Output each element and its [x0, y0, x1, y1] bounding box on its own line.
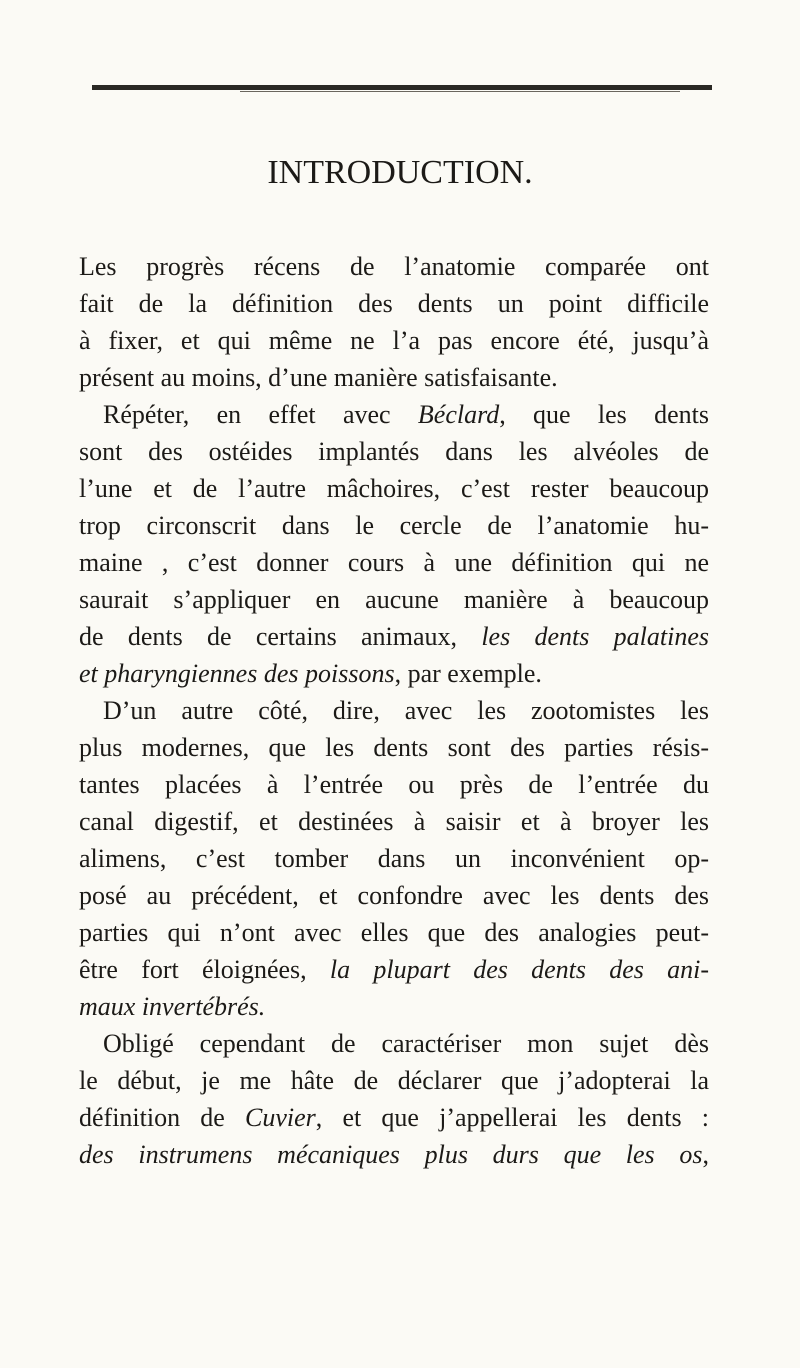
text-line: saurait s’appliquer en aucune manière à beaucoup: [79, 585, 709, 614]
chapter-heading: INTRODUCTION.: [267, 154, 533, 191]
text-line: à fixer, et qui même ne l’a pas encore été, jusqu’à: [79, 326, 709, 355]
text-line: maine , c’est donner cours à une définition qui ne: [79, 548, 709, 577]
text-line: présent au moins, d’une manière satisfaisante.: [79, 363, 558, 392]
text-line: parties qui n’ont avec elles que des analogies peut-: [79, 918, 709, 947]
italic-phrase: des instrumens mécaniques plus durs que les os: [79, 1140, 703, 1169]
italic-phrase: la plupart des dents des ani-: [329, 955, 710, 984]
text-line: tantes placées à l’entrée ou près de l’entrée du: [79, 770, 709, 799]
text-line: de dents de certains animaux, les dents palatines: [79, 622, 709, 651]
text-line: le début, je me hâte de déclarer que j’adopterai la: [79, 1066, 709, 1095]
author-name-cuvier: Cuvier: [245, 1103, 316, 1132]
italic-phrase: et pharyngiennes des poissons: [79, 659, 395, 688]
text-line: et pharyngiennes des poissons, par exemple.: [79, 659, 542, 688]
text-line: D’un autre côté, dire, avec les zootomistes les: [103, 696, 709, 725]
top-rule-thin: [240, 91, 680, 92]
author-name-beclard: Béclard: [417, 400, 500, 429]
text-line: fait de la définition des dents un point difficile: [79, 289, 709, 318]
italic-phrase: les dents palatines: [481, 622, 709, 651]
text-line: être fort éloignées, la plupart des dents des ani-: [79, 955, 710, 984]
text-line: l’une et de l’autre mâchoires, c’est rester beaucoup: [79, 474, 709, 503]
top-rule: [92, 85, 712, 90]
text-line: des instrumens mécaniques plus durs que les os,: [79, 1140, 709, 1169]
italic-phrase: maux invertébrés.: [79, 992, 266, 1021]
text-line: Répéter, en effet avec Béclard, que les dents: [103, 400, 709, 429]
text-line: [79, 988, 709, 1025]
text-line: alimens, c’est tomber dans un inconvénient op-: [79, 844, 709, 873]
text-line: définition de Cuvier, et que j’appellerai les dents :: [79, 1103, 709, 1132]
text-line: canal digestif, et destinées à saisir et à broyer les: [79, 807, 709, 836]
body-text: [79, 248, 709, 1173]
text-line: Obligé cependant de caractériser mon sujet dès: [103, 1029, 709, 1058]
text-line: trop circonscrit dans le cercle de l’anatomie hu-: [79, 511, 709, 540]
text-line: Les progrès récens de l’anatomie comparée ont: [79, 252, 709, 281]
text-line: sont des ostéides implantés dans les alvéoles de: [79, 437, 709, 466]
text-line: posé au précédent, et confondre avec les dents des: [79, 881, 709, 910]
text-line: plus modernes, que les dents sont des parties résis-: [79, 733, 709, 762]
